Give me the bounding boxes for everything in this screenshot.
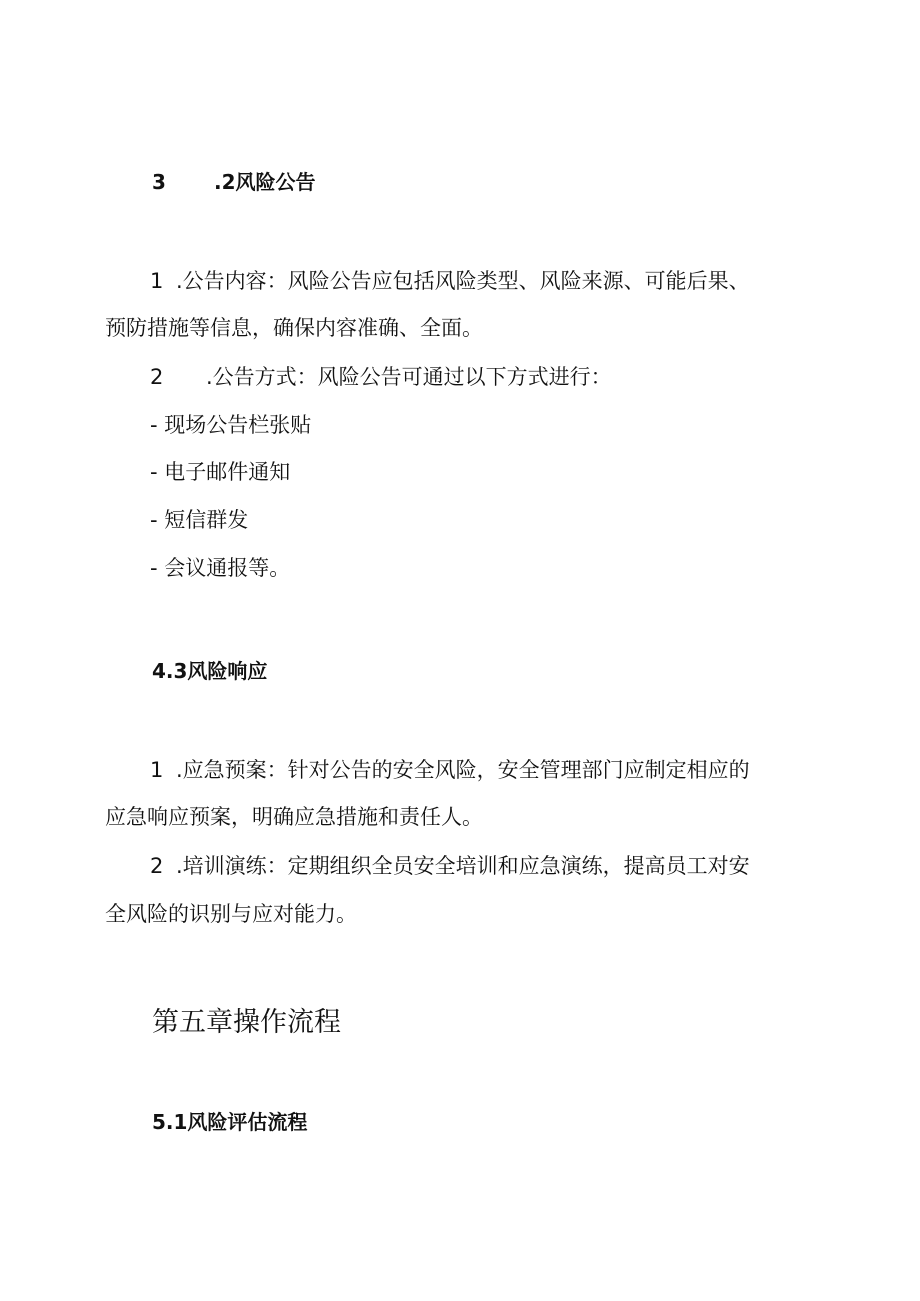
list-item-continuation: 全风险的识别与应对能力。 [105,902,357,926]
section-heading-number: 3 [152,170,166,194]
section-heading-5-1: 5.1风险评估流程 [152,1110,308,1134]
bullet-item: - 现场公告栏张贴 [150,413,312,437]
list-item-continuation: 应急响应预案，明确应急措施和责任人。 [105,805,483,829]
list-item-text: .应急预案：针对公告的安全风险，安全管理部门应制定相应的 [176,758,750,782]
list-item-announcement-method [150,367,612,388]
list-item-number: 1 [150,758,164,782]
list-item-number: 1 [150,269,164,293]
list-item-text: .公告方式：风险公告可通过以下方式进行： [206,365,612,389]
list-item-number: 2 [150,365,164,389]
list-item-training-drill [150,856,750,877]
list-item-continuation: 预防措施等信息，确保内容准确、全面。 [105,316,483,340]
bullet-item: - 短信群发 [150,508,249,532]
list-item-number: 2 [150,854,164,878]
section-heading-4-2 [152,172,316,192]
chapter-title: 第五章操作流程 [152,1007,341,1038]
list-item-text: .培训演练：定期组织全员安全培训和应急演练，提高员工对安 [176,854,750,878]
section-heading-4-3: 4.3风险响应 [152,659,268,683]
list-item-text: .公告内容：风险公告应包括风险类型、风险来源、可能后果、 [176,269,750,293]
bullet-item: - 电子邮件通知 [150,460,291,484]
section-heading-title: .2风险公告 [214,170,316,194]
bullet-item: - 会议通报等。 [150,556,291,580]
list-item-emergency-plan [150,760,750,781]
list-item-announcement-content [150,271,750,292]
